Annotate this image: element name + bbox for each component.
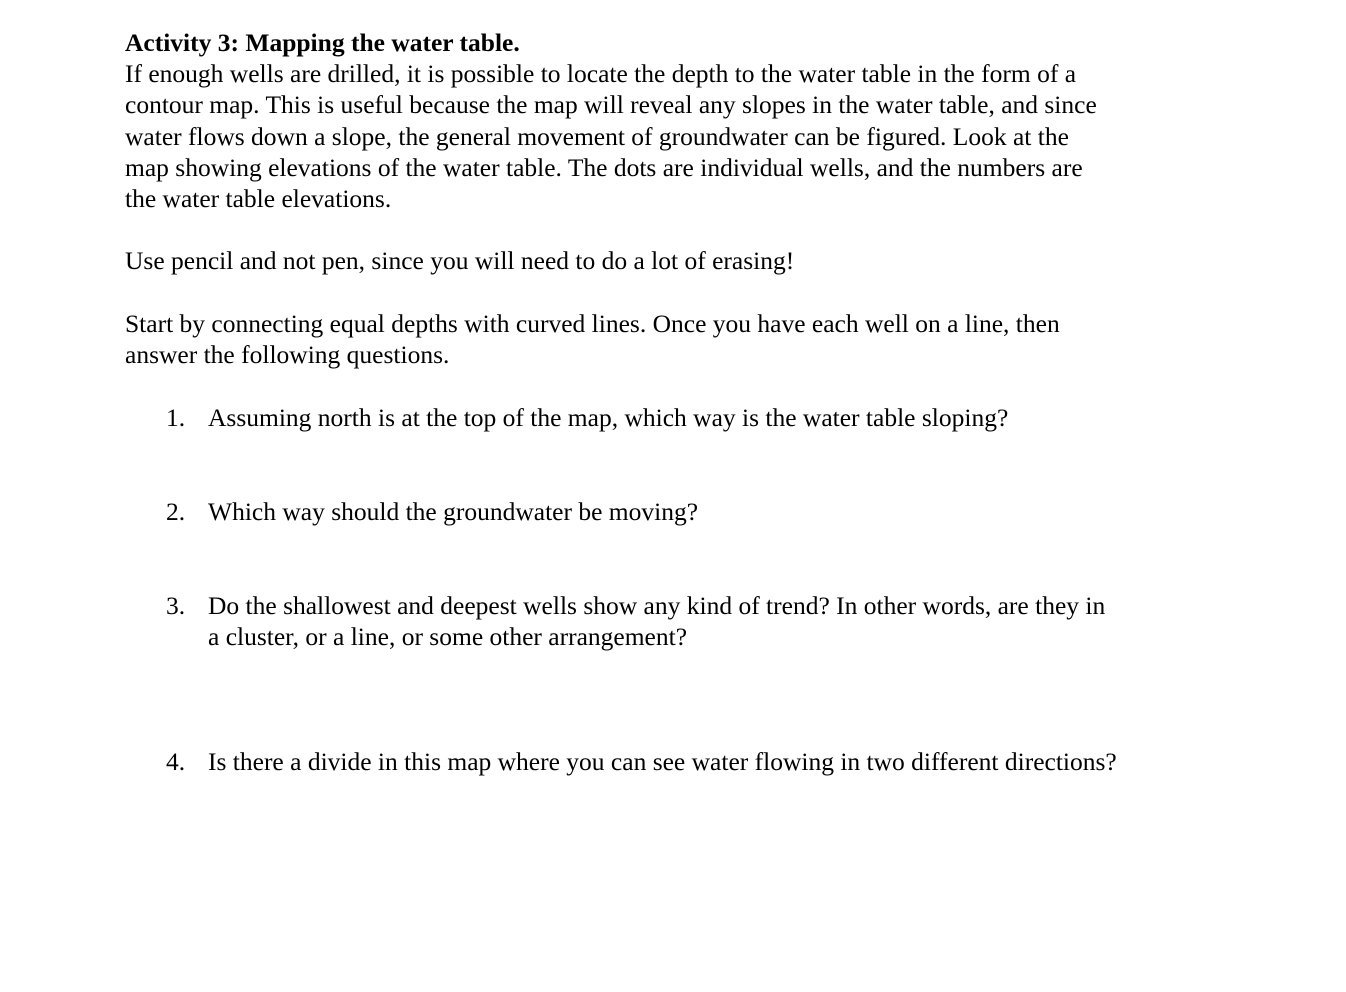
intro-line: the water table elevations.: [125, 184, 392, 214]
spacer: [125, 277, 1325, 308]
pencil-note: Use pencil and not pen, since you will need to do a lot of erasing!: [125, 246, 795, 276]
question-number: 4.: [166, 747, 186, 776]
activity-title: Activity 3: Mapping the water table.: [125, 28, 520, 57]
intro-line: contour map. This is useful because the map will reveal any slopes in the water table, and since: [125, 90, 1097, 120]
question-text: Assuming north is at the top of the map, which way is the water table sloping?: [208, 403, 1009, 432]
start-line: Start by connecting equal depths with curved lines. Once you have each well on a line, then: [125, 308, 1060, 338]
question-number: 1.: [166, 403, 186, 432]
intro-paragraph: [125, 58, 1325, 214]
question-text: Do the shallowest and deepest wells show any kind of trend? In other words, are they in: [208, 591, 1106, 620]
question-text: Which way should the groundwater be moving?: [208, 497, 699, 526]
question-text: a cluster, or a line, or some other arrangement?: [208, 622, 688, 652]
intro-line: map showing elevations of the water table. The dots are individual wells, and the numbers are: [125, 152, 1083, 182]
intro-line: If enough wells are drilled, it is possible to locate the depth to the water table in the form of a: [125, 59, 1077, 89]
question-text: Is there a divide in this map where you can see water flowing in two different directions?: [208, 747, 1117, 776]
document-page: [125, 27, 1325, 370]
start-line: answer the following questions.: [125, 340, 450, 369]
question-number: 3.: [166, 591, 186, 620]
intro-line: water flows down a slope, the general movement of groundwater can be figured. Look at the: [125, 121, 1069, 151]
start-paragraph: [125, 308, 1325, 370]
spacer: [125, 214, 1325, 245]
question-number: 2.: [166, 497, 186, 526]
